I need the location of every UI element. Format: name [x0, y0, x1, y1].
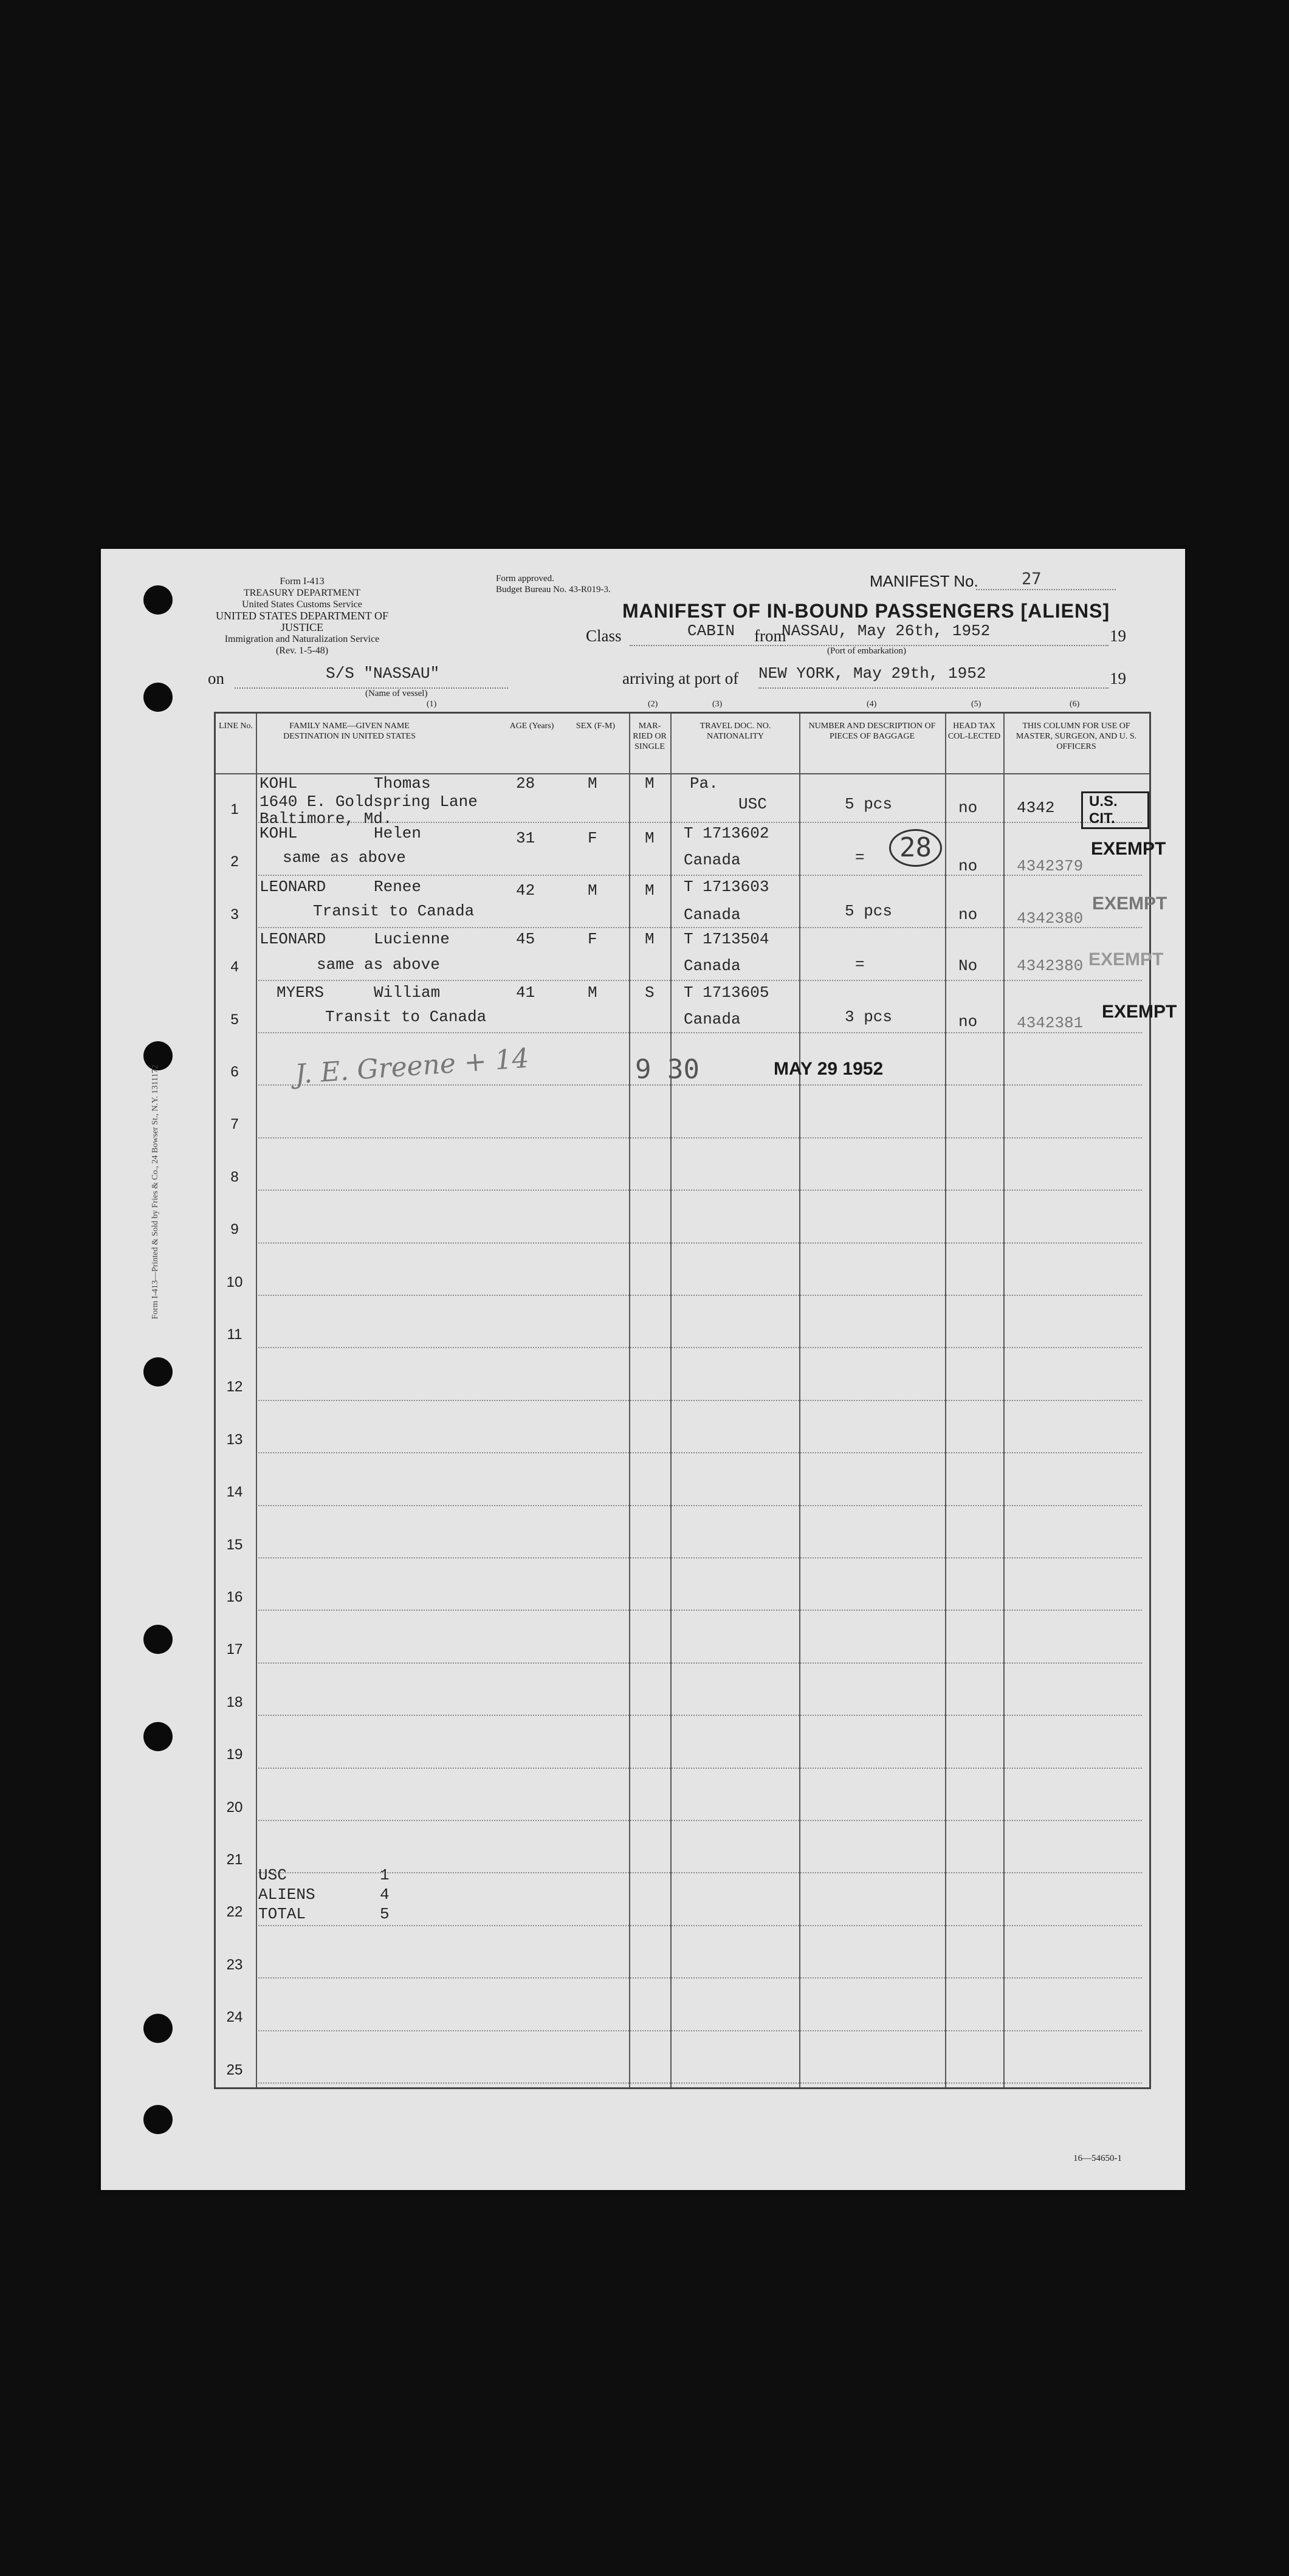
ins-service: Immigration and Naturalization Service — [224, 634, 380, 644]
col-officers: THIS COLUMN FOR USE OF MASTER, SURGEON, AND U. S. OFFICERS — [1016, 721, 1137, 751]
row-number: 25 — [226, 2061, 243, 2078]
entry-age: 42 — [516, 881, 535, 900]
row-dotted-line — [258, 1452, 1142, 1453]
col-line-no: LINE No. — [219, 721, 253, 731]
entry-marital: M — [645, 881, 655, 900]
entry-baggage: 5 pcs — [845, 902, 893, 920]
row-number: 6 — [230, 1064, 239, 1080]
binder-hole — [143, 2105, 173, 2134]
binder-hole — [143, 2014, 173, 2043]
entry-destination: same as above — [283, 849, 406, 867]
budget-bureau: Budget Bureau No. 43-R019-3. — [496, 585, 611, 594]
row-number: 1 — [230, 801, 239, 818]
entry-age: 41 — [516, 983, 535, 1002]
entry-officer-no: 4342381 — [1017, 1014, 1084, 1032]
col-married: MAR-RIED OR SINGLE — [633, 721, 667, 751]
from-value: NASSAU, May 26th, 1952 — [782, 622, 991, 640]
manifest-title: MANIFEST OF IN-BOUND PASSENGERS [ALIENS] — [622, 600, 1110, 622]
row-dotted-line — [258, 2082, 1142, 2084]
entry-state: Pa. — [690, 774, 718, 793]
entry-marital: M — [645, 829, 655, 847]
arriving-label: arriving at port of — [622, 669, 739, 687]
entry-sex: M — [588, 774, 597, 793]
entry-age: 45 — [516, 930, 535, 948]
entry-sex: M — [588, 881, 597, 900]
entry-officer-no: 4342 — [1017, 799, 1055, 817]
row-number: 11 — [227, 1326, 242, 1343]
entry-baggage: 5 pcs — [845, 795, 893, 813]
row-dotted-line — [258, 1400, 1142, 1401]
entry-given: Helen — [374, 824, 422, 842]
entry-baggage: = — [855, 849, 865, 867]
entry-given: William — [374, 983, 441, 1002]
row-dotted-line — [258, 1295, 1142, 1296]
totals-total-value: 5 — [380, 1905, 390, 1923]
vessel-value: S/S "NASSAU" — [326, 664, 440, 683]
row-number: 20 — [226, 1799, 243, 1816]
entry-officer-no: 4342380 — [1017, 909, 1084, 928]
row-number: 8 — [230, 1168, 239, 1185]
col-head-tax: HEAD TAX COL-LECTED — [947, 721, 1001, 741]
entry-address: Baltimore, Md. — [260, 810, 393, 828]
manifest-sheet — [101, 549, 1185, 2190]
entry-head-tax: no — [958, 1013, 978, 1031]
entry-head-tax: no — [958, 906, 978, 924]
binder-hole — [143, 1722, 173, 1751]
entry-sex: M — [588, 983, 597, 1002]
entry-given: Thomas — [374, 774, 431, 793]
row-number: 16 — [226, 1589, 243, 1605]
circled-count: 28 — [889, 829, 942, 867]
entry-destination: same as above — [317, 956, 440, 974]
entry-destination: Transit to Canada — [313, 902, 475, 920]
col-marker-3: (3) — [712, 700, 723, 709]
entry-nationality: Canada — [684, 851, 741, 869]
entry-head-tax: no — [958, 799, 978, 817]
row-number: 12 — [226, 1379, 243, 1396]
entry-surname: KOHL — [260, 824, 298, 842]
port-embarkation-note: (Port of embarkation) — [827, 646, 906, 656]
passenger-table — [214, 712, 1177, 2089]
col-sex: SEX (F-M) — [576, 721, 616, 731]
entry-baggage: 3 pcs — [845, 1008, 893, 1026]
row-number: 2 — [230, 853, 239, 870]
row-dotted-line — [258, 1557, 1142, 1558]
row-dotted-line — [258, 1820, 1142, 1821]
row-dotted-line — [258, 927, 1142, 928]
arriving-value: NEW YORK, May 29th, 1952 — [758, 664, 986, 683]
entry-age: 28 — [516, 774, 535, 793]
treasury-dept: TREASURY DEPARTMENT — [243, 588, 361, 598]
entry-travel-doc: T 1713602 — [684, 824, 769, 842]
entry-surname: LEONARD — [260, 878, 326, 896]
on-label: on — [208, 669, 224, 687]
side-printer-credit: Form I-413—Printed & Sold by Fries & Co., 24 Bowser St., N.Y. 1311172 — [151, 1064, 160, 1320]
manifest-no-value: 27 — [1022, 570, 1042, 588]
exempt-stamp: EXEMPT — [1102, 1002, 1177, 1022]
totals-aliens-label: ALIENS — [258, 1886, 315, 1904]
entry-travel-doc: T 1713605 — [684, 983, 769, 1002]
row-dotted-line — [258, 1925, 1142, 1926]
officer-signature: J. E. Greene + 14 — [294, 1042, 531, 1090]
agency-block — [202, 576, 402, 656]
entry-given: Renee — [374, 878, 422, 896]
row-dotted-line — [258, 1242, 1142, 1244]
row-number: 13 — [226, 1431, 243, 1448]
col-marker-5: (5) — [971, 700, 981, 709]
row-number: 21 — [226, 1851, 243, 1868]
entry-nationality: Canada — [684, 906, 741, 924]
binder-hole — [143, 1625, 173, 1654]
exempt-stamp: EXEMPT — [1091, 839, 1166, 859]
totals-usc-label: USC — [258, 1866, 287, 1884]
entry-marital: M — [645, 930, 655, 948]
row-dotted-line — [258, 1977, 1142, 1978]
row-number: 10 — [226, 1273, 243, 1290]
row-number: 5 — [230, 1011, 239, 1028]
form-approved: Form approved. — [496, 574, 554, 584]
date-stamp: MAY 29 1952 — [774, 1059, 884, 1079]
manifest-no-label: MANIFEST No. — [870, 572, 978, 590]
from-label: from — [754, 627, 786, 645]
year-suffix-2: 19 — [1110, 669, 1126, 687]
row-dotted-line — [258, 1768, 1142, 1769]
entry-officer-no: 4342379 — [1017, 857, 1084, 875]
totals-usc-value: 1 — [380, 1866, 390, 1884]
entry-destination: Transit to Canada — [325, 1008, 487, 1026]
row-number: 19 — [226, 1746, 243, 1763]
entry-head-tax: No — [958, 957, 978, 975]
revision: (Rev. 1-5-48) — [275, 646, 329, 656]
entry-age: 31 — [516, 829, 535, 847]
customs-service: United States Customs Service — [242, 599, 362, 610]
row-dotted-line — [258, 1715, 1142, 1716]
exempt-stamp: EXEMPT — [1088, 949, 1164, 969]
entry-marital: M — [645, 774, 655, 793]
entry-nationality: Canada — [684, 1010, 741, 1028]
col-travel-doc: TRAVEL DOC. NO. NATIONALITY — [699, 721, 771, 741]
col-marker-4: (4) — [867, 700, 877, 709]
col-age: AGE (Years) — [509, 721, 554, 731]
row-dotted-line — [258, 1347, 1142, 1348]
entry-surname: KOHL — [260, 774, 298, 793]
entry-given: Lucienne — [374, 930, 450, 948]
row-number: 3 — [230, 906, 239, 923]
class-label: Class — [586, 627, 622, 645]
row-dotted-line — [258, 2030, 1142, 2031]
totals-total-label: TOTAL — [258, 1905, 306, 1923]
year-suffix: 19 — [1110, 627, 1126, 645]
entry-travel-doc: T 1713603 — [684, 878, 769, 896]
col-marker-1: (1) — [427, 700, 437, 709]
vessel-note: (Name of vessel) — [365, 689, 428, 698]
row-dotted-line — [258, 1505, 1142, 1506]
entry-nationality: Canada — [684, 957, 741, 975]
binder-hole — [143, 683, 173, 712]
row-dotted-line — [258, 980, 1142, 981]
row-dotted-line — [258, 1032, 1142, 1033]
entry-sex: F — [588, 930, 597, 948]
row-number: 18 — [226, 1693, 243, 1710]
row-dotted-line — [258, 1190, 1142, 1191]
row-dotted-line — [258, 1662, 1142, 1664]
row-number: 9 — [230, 1221, 239, 1238]
col-marker-6: (6) — [1070, 700, 1080, 709]
class-value: CABIN — [687, 622, 735, 640]
form-approval — [496, 573, 611, 595]
justice-dept: UNITED STATES DEPARTMENT OF JUSTICE — [215, 610, 388, 633]
exempt-stamp: EXEMPT — [1092, 894, 1167, 914]
row-number: 14 — [226, 1484, 243, 1501]
row-dotted-line — [258, 1084, 1142, 1086]
col-marker-2: (2) — [648, 700, 658, 709]
handwritten-time: 9 30 — [635, 1054, 699, 1085]
binder-hole — [143, 585, 173, 615]
entry-marital: S — [645, 983, 655, 1002]
row-number: 7 — [230, 1116, 239, 1133]
entry-travel-doc: T 1713504 — [684, 930, 769, 948]
row-number: 17 — [226, 1641, 243, 1658]
entry-sex: F — [588, 829, 597, 847]
row-number: 15 — [226, 1536, 243, 1553]
row-number: 22 — [226, 1904, 243, 1921]
entry-head-tax: no — [958, 857, 978, 875]
entry-address: 1640 E. Goldspring Lane — [260, 793, 478, 811]
row-number: 4 — [230, 959, 239, 976]
footer-code: 16—54650-1 — [1073, 2154, 1122, 2163]
entry-officer-no: 4342380 — [1017, 957, 1084, 975]
form-number: Form I-413 — [280, 576, 325, 587]
row-dotted-line — [258, 875, 1142, 876]
entry-baggage: = — [855, 956, 865, 974]
entry-nationality: USC — [738, 795, 767, 813]
entry-surname: LEONARD — [260, 930, 326, 948]
row-number: 24 — [226, 2009, 243, 2026]
us-cit-stamp: U.S. CIT. — [1081, 791, 1149, 829]
col-name: FAMILY NAME—GIVEN NAME DESTINATION IN UNITED STATES — [283, 721, 416, 741]
row-dotted-line — [258, 1137, 1142, 1138]
row-dotted-line — [258, 1610, 1142, 1611]
totals-aliens-value: 4 — [380, 1886, 390, 1904]
row-number: 23 — [226, 1956, 243, 1973]
row-dotted-line — [258, 1872, 1142, 1873]
entry-surname: MYERS — [277, 983, 325, 1002]
col-baggage: NUMBER AND DESCRIPTION OF PIECES OF BAGGAGE — [808, 721, 936, 741]
